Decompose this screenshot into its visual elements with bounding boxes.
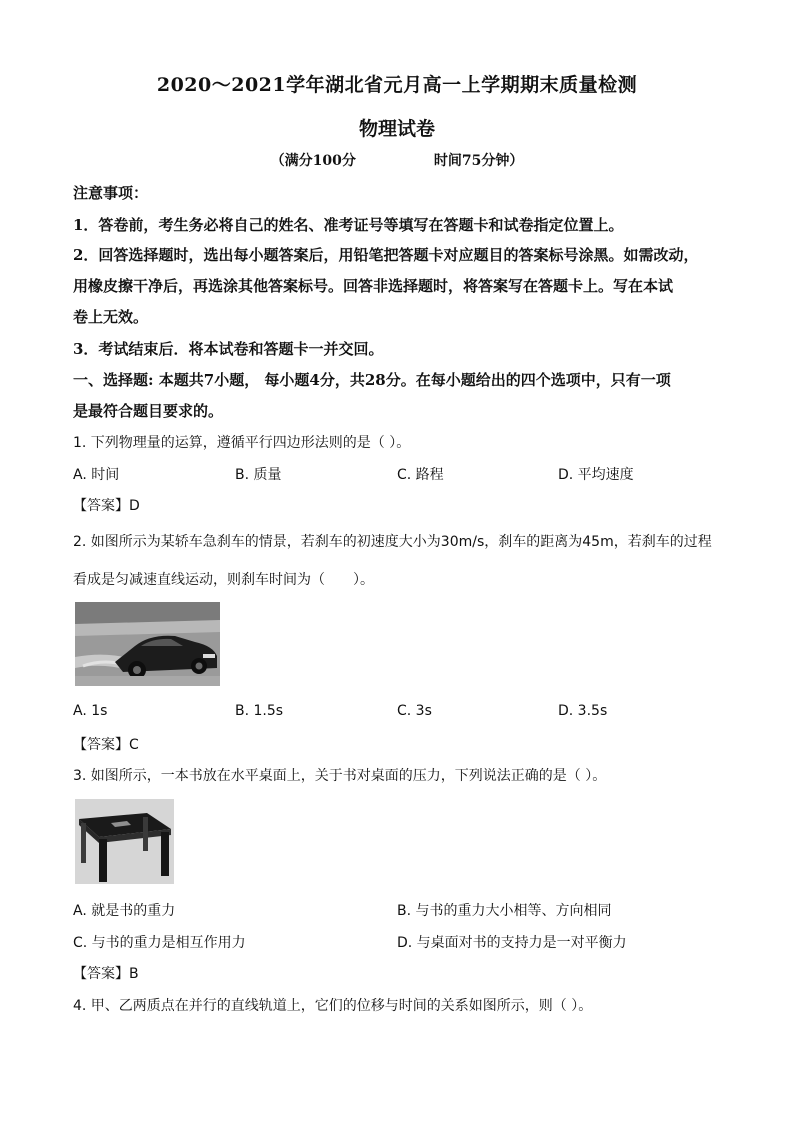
exam-meta xyxy=(0,150,794,170)
question-3-option-c: C. 与书的重力是相互作用力 xyxy=(73,935,246,951)
book-on-table-image xyxy=(75,799,174,884)
score-info: （满分100分 xyxy=(270,153,356,169)
notice-item-2-line-3: 卷上无效。 xyxy=(73,308,149,326)
answer-tag: 【答案】 xyxy=(73,498,129,514)
question-1-option-c: C. 路程 xyxy=(397,467,444,483)
notice-item-2-line-2: 用橡皮擦干净后，再选涂其他答案标号。回答非选择题时，将答案写在答题卡上。写在本试 xyxy=(73,277,674,295)
section-1-line-1: 一、选择题: 本题共7小题， 每小题4分，共28分。在每小题给出的四个选项中，只有一项 xyxy=(73,371,671,389)
answer-tag: 【答案】 xyxy=(73,737,129,753)
question-2-option-d: D. 3.5s xyxy=(558,703,608,719)
question-3-stem: 3. 如图所示，一本书放在水平桌面上，关于书对桌面的压力，下列说法正确的是（ ）。 xyxy=(73,768,607,784)
question-2-stem-line-1: 2. 如图所示为某轿车急刹车的情景，若刹车的初速度大小为30m/s，刹车的距离为45m，若刹车的过程 xyxy=(73,534,712,550)
subject-title: 物理试卷 xyxy=(358,118,435,140)
question-1-answer xyxy=(73,495,140,515)
braking-car-image xyxy=(75,602,220,686)
question-1-option-b: B. 质量 xyxy=(235,467,282,483)
section-1-line-2: 是最符合题目要求的。 xyxy=(73,402,224,420)
exam-title: 2020～2021学年湖北省元月高一上学期期末质量检测 xyxy=(156,74,638,96)
question-1-stem: 1. 下列物理量的运算，遵循平行四边形法则的是（ ）。 xyxy=(73,435,411,451)
answer-value: D xyxy=(129,498,140,514)
question-2-option-a: A. 1s xyxy=(73,703,108,719)
time-info: 时间75分钟） xyxy=(433,153,524,169)
answer-tag: 【答案】 xyxy=(73,966,129,982)
question-3-option-b: B. 与书的重力大小相等、方向相同 xyxy=(397,903,612,919)
answer-value: C xyxy=(129,737,139,753)
notice-item-3: 3．考试结束后．将本试卷和答题卡一并交回。 xyxy=(73,340,384,358)
answer-value: B xyxy=(129,966,139,982)
question-3-option-d: D. 与桌面对书的支持力是一对平衡力 xyxy=(397,935,627,951)
question-3-option-a: A. 就是书的重力 xyxy=(73,903,176,919)
question-2-option-c: C. 3s xyxy=(397,703,432,719)
notice-item-1: 1．答卷前，考生务必将自己的姓名、准考证号等填写在答题卡和试卷指定位置上。 xyxy=(73,216,624,234)
question-3-answer xyxy=(73,963,139,983)
question-1-option-a: A. 时间 xyxy=(73,467,120,483)
question-1-option-d: D. 平均速度 xyxy=(558,467,634,483)
question-2-answer xyxy=(73,734,139,754)
question-2-option-b: B. 1.5s xyxy=(235,703,284,719)
question-4-stem: 4. 甲、乙两质点在并行的直线轨道上，它们的位移与时间的关系如图所示，则（ ）。 xyxy=(73,998,593,1014)
question-2-stem-line-2: 看成是匀减速直线运动，则刹车时间为（ ）。 xyxy=(73,572,374,588)
notice-item-2-line-1: 2．回答选择题时，选出每小题答案后，用铅笔把答题卡对应题目的答案标号涂黑。如需改动， xyxy=(73,246,699,264)
notice-heading: 注意事项： xyxy=(73,184,149,202)
